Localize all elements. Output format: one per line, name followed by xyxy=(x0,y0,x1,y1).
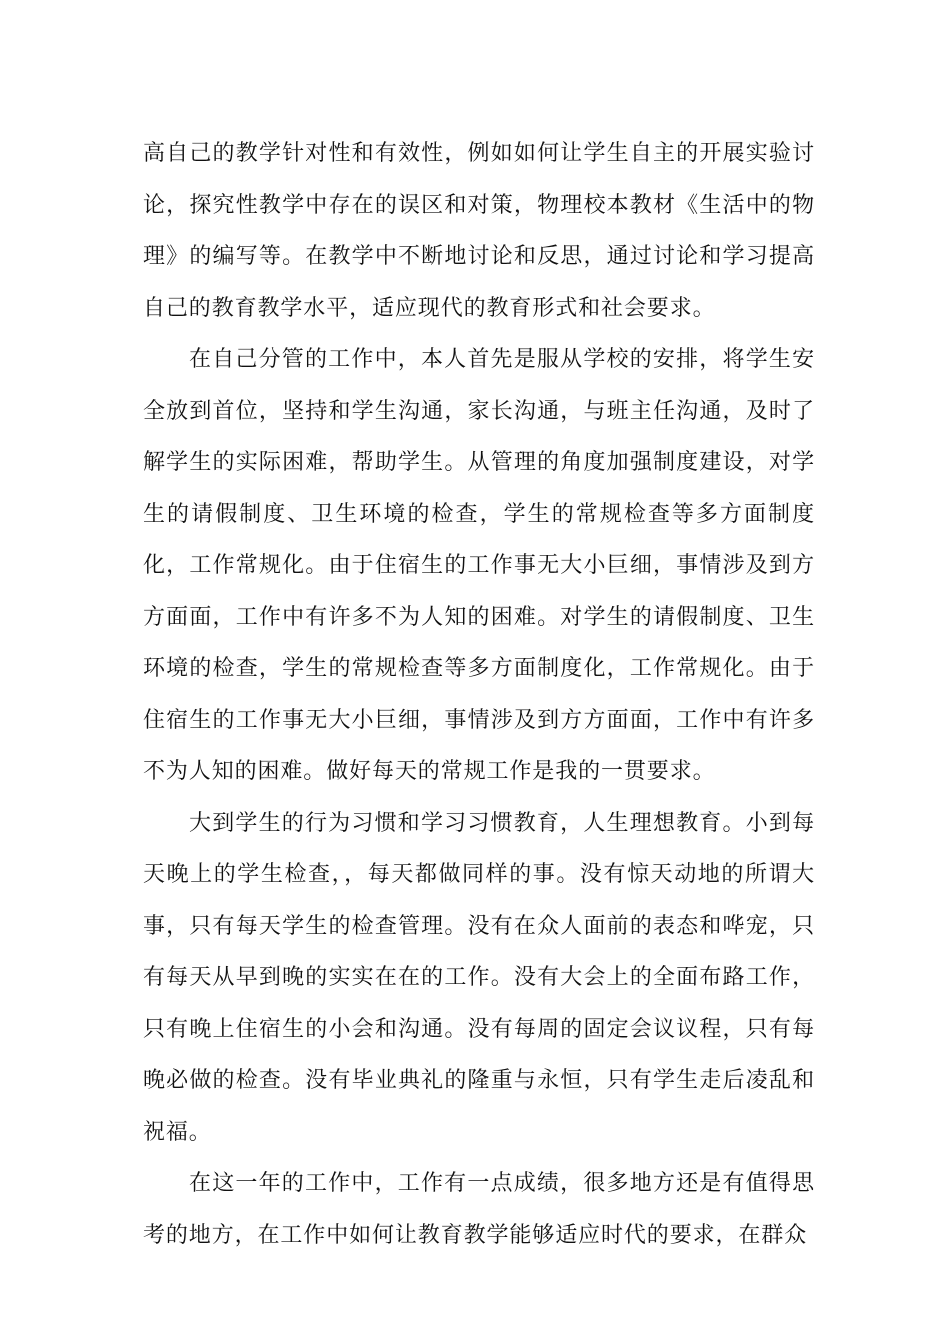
paragraph-1: 高自己的教学针对性和有效性，例如如何让学生自主的开展实验讨论，探究性教学中存在的误区和对策，物理校本教材《生活中的物理》的编写等。在教学中不断地讨论和反思，通过讨论和学习提高自己的教育教学水平，适应现代的教育形式和社会要求。 xyxy=(143,141,815,321)
document-body xyxy=(143,128,815,1261)
paragraph-2: 在自己分管的工作中，本人首先是服从学校的安排，将学生安全放到首位，坚持和学生沟通，家长沟通，与班主任沟通，及时了解学生的实际困难，帮助学生。从管理的角度加强制度建设，对学生的请假制度、卫生环境的检查，学生的常规检查等多方面制度化，工作常规化。由于住宿生的工作事无大小巨细，事情涉及到方方面面，工作中有许多不为人知的困难。对学生的请假制度、卫生环境的检查，学生的常规检查等多方面制度化，工作常规化。由于住宿生的工作事无大小巨细，事情涉及到方方面面，工作中有许多不为人知的困难。做好每天的常规工作是我的一贯要求。 xyxy=(143,347,815,784)
paragraph-3: 大到学生的行为习惯和学习习惯教育，人生理想教育。小到每天晚上的学生检查，，每天都做同样的事。没有惊天动地的所谓大事，只有每天学生的检查管理。没有在众人面前的表态和哗宠，只有每天从早到晚的实实在在的工作。没有大会上的全面布路工作，只有晚上住宿生的小会和沟通。没有每周的固定会议议程，只有每晚必做的检查。没有毕业典礼的隆重与永恒，只有学生走后凌乱和祝福。 xyxy=(143,810,815,1145)
paragraph-4: 在这一年的工作中，工作有一点成绩，很多地方还是有值得思考的地方，在工作中如何让教育教学能够适应时代的要求，在群众 xyxy=(143,1171,815,1248)
